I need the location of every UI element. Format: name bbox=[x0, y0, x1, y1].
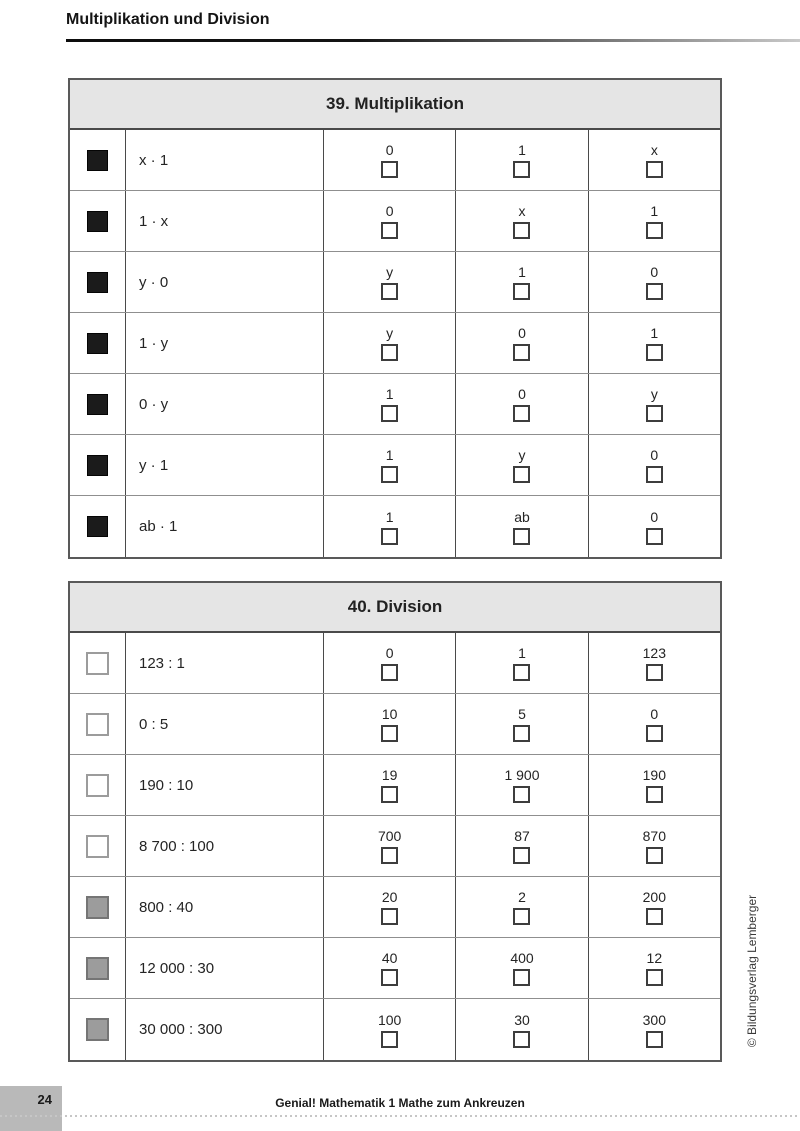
option-value: ab bbox=[514, 508, 530, 525]
answer-checkbox[interactable] bbox=[646, 528, 663, 545]
option-value: x bbox=[518, 203, 526, 219]
option-value: 870 bbox=[642, 828, 666, 844]
expression-label: 8 700 : 100 bbox=[139, 837, 215, 855]
option-value: 0 bbox=[650, 264, 659, 280]
option-value: y bbox=[386, 325, 394, 341]
expression-label: 12 000 : 30 bbox=[139, 959, 215, 977]
difficulty-square-icon bbox=[87, 272, 108, 293]
expression-cell bbox=[126, 374, 324, 434]
expression-cell bbox=[126, 313, 324, 373]
answer-checkbox[interactable] bbox=[646, 466, 663, 483]
option-value: 190 bbox=[642, 767, 666, 783]
difficulty-square-icon bbox=[86, 652, 109, 675]
difficulty-square-icon bbox=[86, 896, 109, 919]
option-cell bbox=[324, 694, 456, 754]
expression-label: 190 : 10 bbox=[139, 776, 194, 794]
difficulty-square-icon bbox=[87, 455, 108, 476]
option-value: 30 bbox=[514, 1011, 530, 1028]
option-value: 400 bbox=[510, 950, 534, 966]
option-cell bbox=[589, 755, 720, 815]
option-value: 12 bbox=[646, 950, 663, 966]
option-cell bbox=[589, 999, 720, 1060]
answer-checkbox[interactable] bbox=[646, 1031, 663, 1048]
footer-book-title: Genial! Mathematik 1 Mathe zum Ankreuzen bbox=[275, 1096, 525, 1110]
option-cell bbox=[589, 130, 720, 190]
option-cell bbox=[589, 633, 720, 693]
answer-checkbox[interactable] bbox=[513, 664, 530, 681]
option-cell bbox=[456, 130, 588, 190]
expression-cell bbox=[126, 694, 324, 754]
option-cell bbox=[324, 755, 456, 815]
option-cell bbox=[589, 877, 720, 937]
difficulty-cell bbox=[70, 130, 126, 190]
answer-checkbox[interactable] bbox=[513, 847, 530, 864]
table-row bbox=[70, 877, 720, 938]
answer-checkbox[interactable] bbox=[381, 908, 398, 925]
option-cell bbox=[324, 130, 456, 190]
difficulty-square-icon bbox=[87, 516, 108, 537]
answer-checkbox[interactable] bbox=[513, 528, 530, 545]
answer-checkbox[interactable] bbox=[381, 725, 398, 742]
answer-checkbox[interactable] bbox=[381, 344, 398, 361]
expression-label: x · 1 bbox=[139, 151, 169, 169]
answer-checkbox[interactable] bbox=[381, 786, 398, 803]
expression-cell bbox=[126, 435, 324, 495]
answer-checkbox[interactable] bbox=[646, 222, 663, 239]
answer-checkbox[interactable] bbox=[381, 466, 398, 483]
difficulty-square-icon bbox=[87, 150, 108, 171]
option-value: 19 bbox=[381, 767, 398, 783]
answer-checkbox[interactable] bbox=[513, 786, 530, 803]
table-row bbox=[70, 313, 720, 374]
multiplication-table-title: 39. Multiplikation bbox=[70, 80, 720, 130]
option-value: 1 900 bbox=[504, 767, 540, 783]
difficulty-cell bbox=[70, 633, 126, 693]
option-value: 700 bbox=[377, 828, 402, 844]
answer-checkbox[interactable] bbox=[513, 725, 530, 742]
expression-cell bbox=[126, 999, 324, 1060]
option-cell bbox=[324, 313, 456, 373]
option-cell bbox=[456, 374, 588, 434]
answer-checkbox[interactable] bbox=[513, 466, 530, 483]
difficulty-square-icon bbox=[86, 713, 109, 736]
answer-checkbox[interactable] bbox=[513, 405, 530, 422]
answer-checkbox[interactable] bbox=[381, 969, 398, 986]
multiplication-table-rows bbox=[70, 130, 720, 557]
option-value: 123 bbox=[642, 645, 666, 661]
option-value: y bbox=[386, 264, 394, 280]
table-row bbox=[70, 191, 720, 252]
table-row bbox=[70, 435, 720, 496]
option-cell bbox=[589, 435, 720, 495]
difficulty-square-icon bbox=[86, 1018, 109, 1041]
expression-cell bbox=[126, 877, 324, 937]
expression-cell bbox=[126, 130, 324, 190]
difficulty-square-icon bbox=[87, 211, 108, 232]
answer-checkbox[interactable] bbox=[381, 405, 398, 422]
difficulty-cell bbox=[70, 374, 126, 434]
answer-checkbox[interactable] bbox=[513, 161, 530, 178]
expression-cell bbox=[126, 191, 324, 251]
option-value: 300 bbox=[642, 1011, 666, 1028]
answer-checkbox[interactable] bbox=[646, 725, 663, 742]
difficulty-cell bbox=[70, 435, 126, 495]
option-cell bbox=[589, 313, 720, 373]
expression-label: y · 1 bbox=[139, 456, 169, 474]
division-table-rows bbox=[70, 633, 720, 1060]
difficulty-cell bbox=[70, 694, 126, 754]
option-value: 1 bbox=[385, 447, 394, 463]
option-value: 0 bbox=[385, 203, 394, 219]
table-row bbox=[70, 694, 720, 755]
expression-label: 0 · y bbox=[139, 395, 169, 413]
option-cell bbox=[456, 999, 588, 1060]
answer-checkbox[interactable] bbox=[646, 847, 663, 864]
answer-checkbox[interactable] bbox=[381, 222, 398, 239]
difficulty-cell bbox=[70, 816, 126, 876]
difficulty-square-icon bbox=[86, 957, 109, 980]
option-cell bbox=[324, 252, 456, 312]
option-value: 200 bbox=[642, 889, 666, 905]
answer-checkbox[interactable] bbox=[513, 969, 530, 986]
option-cell bbox=[456, 877, 588, 937]
option-cell bbox=[456, 633, 588, 693]
difficulty-cell bbox=[70, 755, 126, 815]
answer-checkbox[interactable] bbox=[381, 847, 398, 864]
answer-checkbox[interactable] bbox=[513, 344, 530, 361]
option-value: 1 bbox=[650, 325, 659, 341]
option-value: 10 bbox=[381, 706, 398, 722]
table-row bbox=[70, 374, 720, 435]
option-value: 2 bbox=[518, 889, 526, 905]
page-title: Multiplikation und Division bbox=[66, 11, 270, 28]
option-cell bbox=[456, 313, 588, 373]
expression-cell bbox=[126, 755, 324, 815]
option-cell bbox=[456, 435, 588, 495]
expression-label: 123 : 1 bbox=[139, 654, 185, 672]
expression-label: 1 · x bbox=[139, 212, 169, 230]
answer-checkbox[interactable] bbox=[646, 344, 663, 361]
answer-checkbox[interactable] bbox=[513, 222, 530, 239]
option-value: 20 bbox=[381, 889, 398, 905]
difficulty-square-icon bbox=[86, 774, 109, 797]
option-value: 1 bbox=[518, 645, 526, 661]
difficulty-cell bbox=[70, 877, 126, 937]
option-value: 87 bbox=[514, 828, 530, 844]
option-value: y bbox=[650, 386, 658, 402]
table-row bbox=[70, 633, 720, 694]
answer-checkbox[interactable] bbox=[513, 1031, 530, 1048]
answer-checkbox[interactable] bbox=[646, 405, 663, 422]
table-row bbox=[70, 755, 720, 816]
option-cell bbox=[456, 252, 588, 312]
table-row bbox=[70, 999, 720, 1060]
option-cell bbox=[589, 938, 720, 998]
expression-cell bbox=[126, 496, 324, 557]
option-value: 1 bbox=[518, 264, 526, 280]
option-value: x bbox=[650, 142, 658, 158]
difficulty-cell bbox=[70, 938, 126, 998]
option-cell bbox=[324, 191, 456, 251]
option-cell bbox=[324, 877, 456, 937]
perforation-line bbox=[0, 1115, 800, 1117]
option-cell bbox=[324, 633, 456, 693]
option-value: 1 bbox=[385, 508, 394, 525]
option-value: 0 bbox=[385, 645, 394, 661]
answer-checkbox[interactable] bbox=[646, 969, 663, 986]
expression-label: y · 0 bbox=[139, 273, 169, 291]
option-value: 0 bbox=[518, 325, 526, 341]
expression-label: ab · 1 bbox=[139, 518, 178, 535]
expression-label: 0 : 5 bbox=[139, 715, 169, 733]
option-cell bbox=[324, 496, 456, 557]
expression-cell bbox=[126, 633, 324, 693]
expression-cell bbox=[126, 252, 324, 312]
option-cell bbox=[324, 999, 456, 1060]
option-cell bbox=[589, 191, 720, 251]
option-cell bbox=[589, 496, 720, 557]
expression-label: 1 · y bbox=[139, 334, 169, 352]
difficulty-cell bbox=[70, 496, 126, 557]
heading-divider bbox=[66, 39, 800, 42]
option-cell bbox=[324, 816, 456, 876]
multiplication-table bbox=[68, 78, 722, 559]
expression-cell bbox=[126, 938, 324, 998]
answer-checkbox[interactable] bbox=[646, 908, 663, 925]
option-cell bbox=[324, 435, 456, 495]
difficulty-cell bbox=[70, 191, 126, 251]
difficulty-cell bbox=[70, 252, 126, 312]
answer-checkbox[interactable] bbox=[381, 283, 398, 300]
option-value: 40 bbox=[381, 950, 398, 966]
difficulty-square-icon bbox=[86, 835, 109, 858]
table-row bbox=[70, 252, 720, 313]
option-cell bbox=[324, 374, 456, 434]
option-cell bbox=[324, 938, 456, 998]
option-value: 0 bbox=[385, 142, 394, 158]
option-value: 0 bbox=[650, 508, 659, 525]
expression-label: 800 : 40 bbox=[139, 898, 194, 916]
option-value: 5 bbox=[518, 706, 526, 722]
expression-label: 30 000 : 300 bbox=[139, 1021, 223, 1038]
table-row bbox=[70, 938, 720, 999]
option-cell bbox=[456, 816, 588, 876]
copyright-sidenote: © Bildungsverlag Lemberger bbox=[745, 894, 759, 1048]
option-cell bbox=[456, 938, 588, 998]
division-table-title: 40. Division bbox=[70, 583, 720, 633]
table-row bbox=[70, 496, 720, 557]
answer-checkbox[interactable] bbox=[381, 1031, 398, 1048]
option-value: 1 bbox=[518, 142, 526, 158]
option-value: 0 bbox=[650, 447, 659, 463]
table-row bbox=[70, 130, 720, 191]
answer-checkbox[interactable] bbox=[381, 161, 398, 178]
option-value: 0 bbox=[518, 386, 526, 402]
option-cell bbox=[589, 816, 720, 876]
option-cell bbox=[456, 191, 588, 251]
expression-cell bbox=[126, 816, 324, 876]
option-value: y bbox=[518, 447, 526, 463]
option-value: 1 bbox=[650, 203, 659, 219]
difficulty-square-icon bbox=[87, 333, 108, 354]
option-cell bbox=[589, 252, 720, 312]
answer-checkbox[interactable] bbox=[646, 161, 663, 178]
answer-checkbox[interactable] bbox=[381, 664, 398, 681]
option-value: 100 bbox=[377, 1011, 402, 1028]
option-cell bbox=[589, 374, 720, 434]
answer-checkbox[interactable] bbox=[646, 786, 663, 803]
option-cell bbox=[456, 755, 588, 815]
option-cell bbox=[456, 496, 588, 557]
difficulty-cell bbox=[70, 313, 126, 373]
option-cell bbox=[589, 694, 720, 754]
answer-checkbox[interactable] bbox=[381, 528, 398, 545]
page-number: 24 bbox=[37, 1092, 52, 1107]
division-table bbox=[68, 581, 722, 1062]
answer-checkbox[interactable] bbox=[513, 283, 530, 300]
table-row bbox=[70, 816, 720, 877]
option-cell bbox=[456, 694, 588, 754]
option-value: 0 bbox=[650, 706, 659, 722]
answer-checkbox[interactable] bbox=[646, 283, 663, 300]
answer-checkbox[interactable] bbox=[513, 908, 530, 925]
option-value: 1 bbox=[385, 386, 394, 402]
difficulty-square-icon bbox=[87, 394, 108, 415]
answer-checkbox[interactable] bbox=[646, 664, 663, 681]
difficulty-cell bbox=[70, 999, 126, 1060]
